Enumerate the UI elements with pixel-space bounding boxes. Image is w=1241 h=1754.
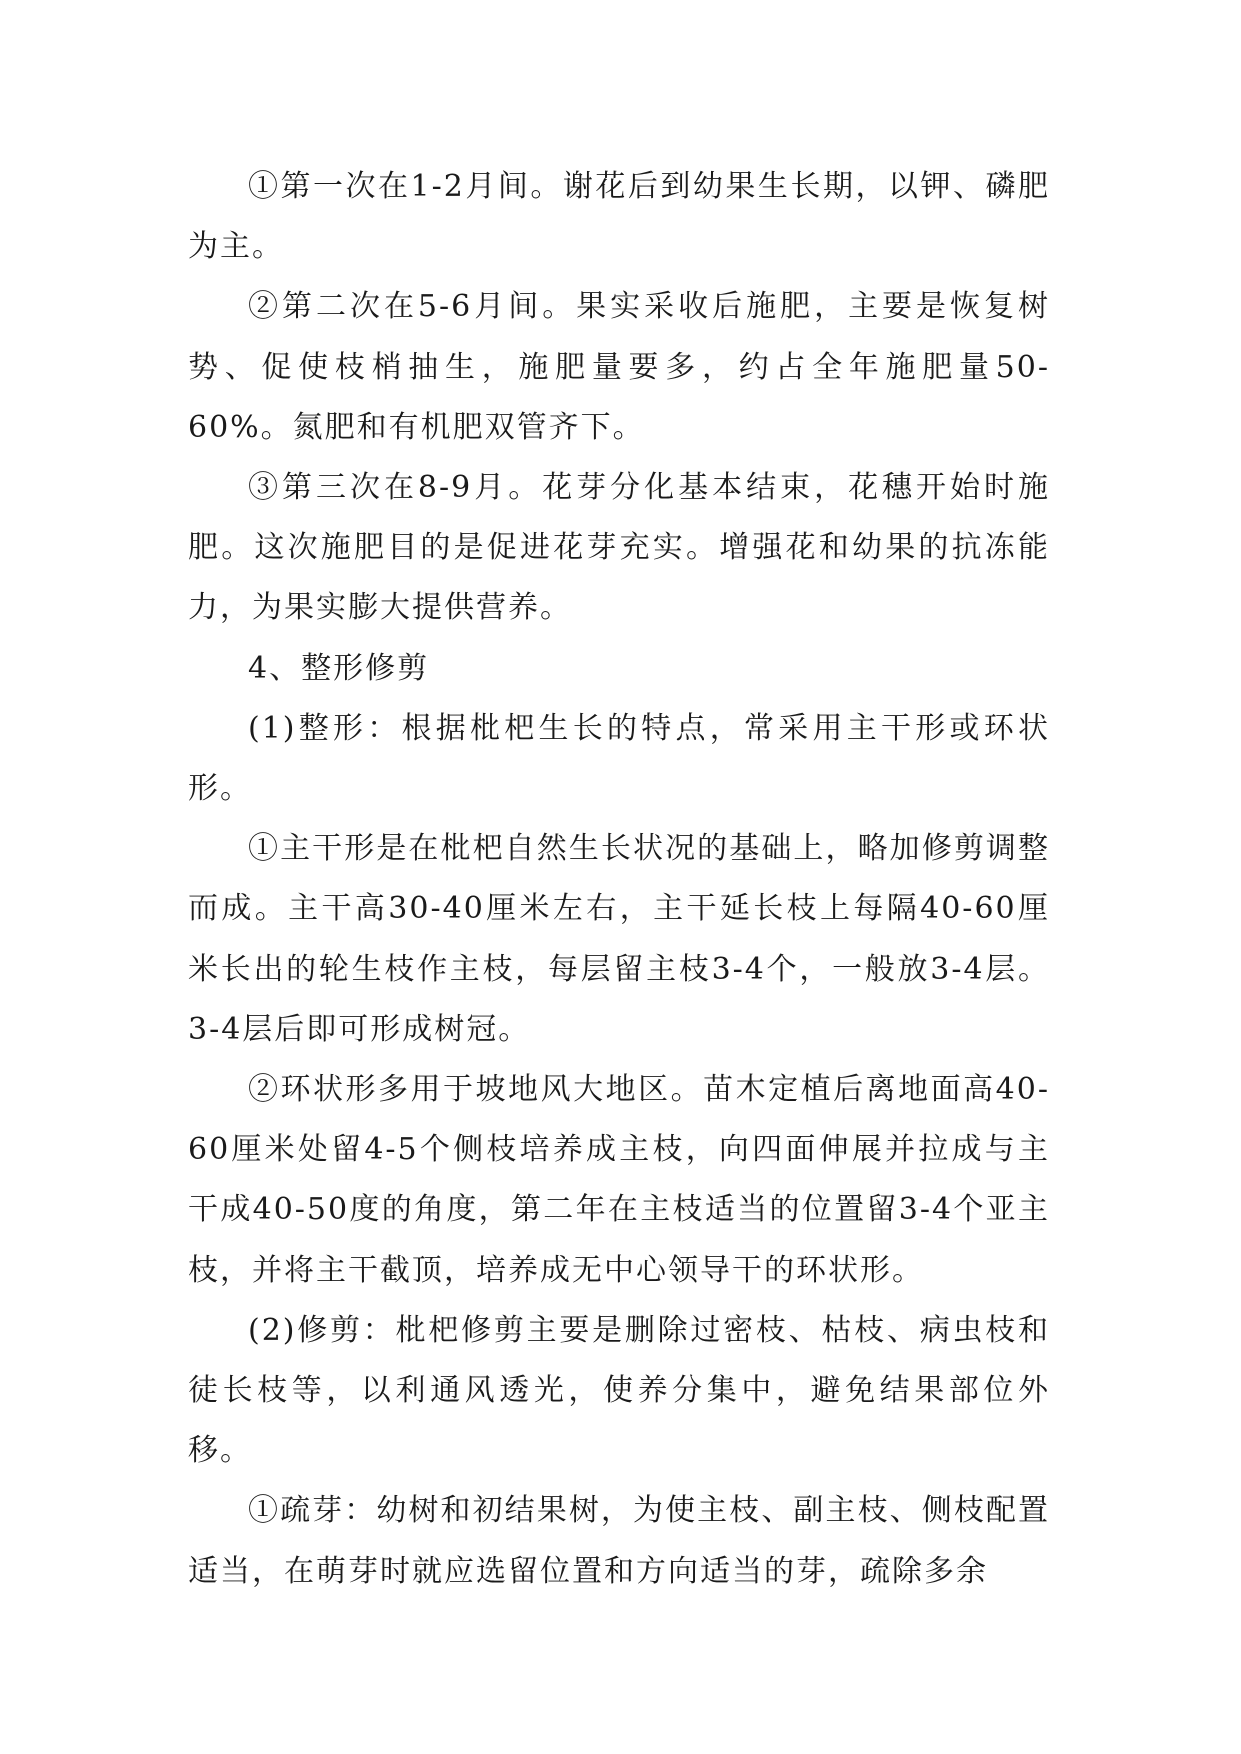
paragraph-main-trunk-form: ①主干形是在枇杷自然生长状况的基础上，略加修剪调整而成。主干高30-40厘米左右，主干延长枝上每隔40-60厘米长出的轮生枝作主枝，每层留主枝3-4个，一般放3-4层。3-4层后即可形成树冠。: [188, 831, 1050, 1047]
paragraph-bud-thinning: ①疏芽：幼树和初结果树，为使主枝、副主枝、侧枝配置适当，在萌芽时就应选留位置和方向适当的芽，疏除多余: [188, 1493, 1050, 1589]
paragraph-pruning: (2)修剪：枇杷修剪主要是删除过密枝、枯枝、病虫枝和徒长枝等，以利通风透光，使养分集中，避免结果部位外移。: [188, 1312, 1050, 1469]
document-body: [188, 157, 1050, 1602]
paragraph-ring-form: ②环状形多用于坡地风大地区。苗木定植后离地面高40-60厘米处留4-5个侧枝培养成主枝，向四面伸展并拉成与主干成40-50度的角度，第二年在主枝适当的位置留3-4个亚主枝，并将主干截顶，培养成无中心领导干的环状形。: [188, 1072, 1050, 1288]
paragraph-fertilize-third: ③第三次在8-9月。花芽分化基本结束，花穗开始时施肥。这次施肥目的是促进花芽充实。增强花和幼果的抗冻能力，为果实膨大提供营养。: [188, 470, 1050, 626]
paragraph-fertilize-first: ①第一次在1-2月间。谢花后到幼果生长期，以钾、磷肥为主。: [188, 169, 1050, 265]
section-heading-pruning: 4、整形修剪: [248, 650, 430, 686]
paragraph-fertilize-second: ②第二次在5-6月间。果实采收后施肥，主要是恢复树势、促使枝梢抽生，施肥量要多，约占全年施肥量50-60%。氮肥和有机肥双管齐下。: [188, 289, 1050, 445]
paragraph-shaping: (1)整形：根据枇杷生长的特点，常采用主干形或环状形。: [188, 710, 1050, 807]
